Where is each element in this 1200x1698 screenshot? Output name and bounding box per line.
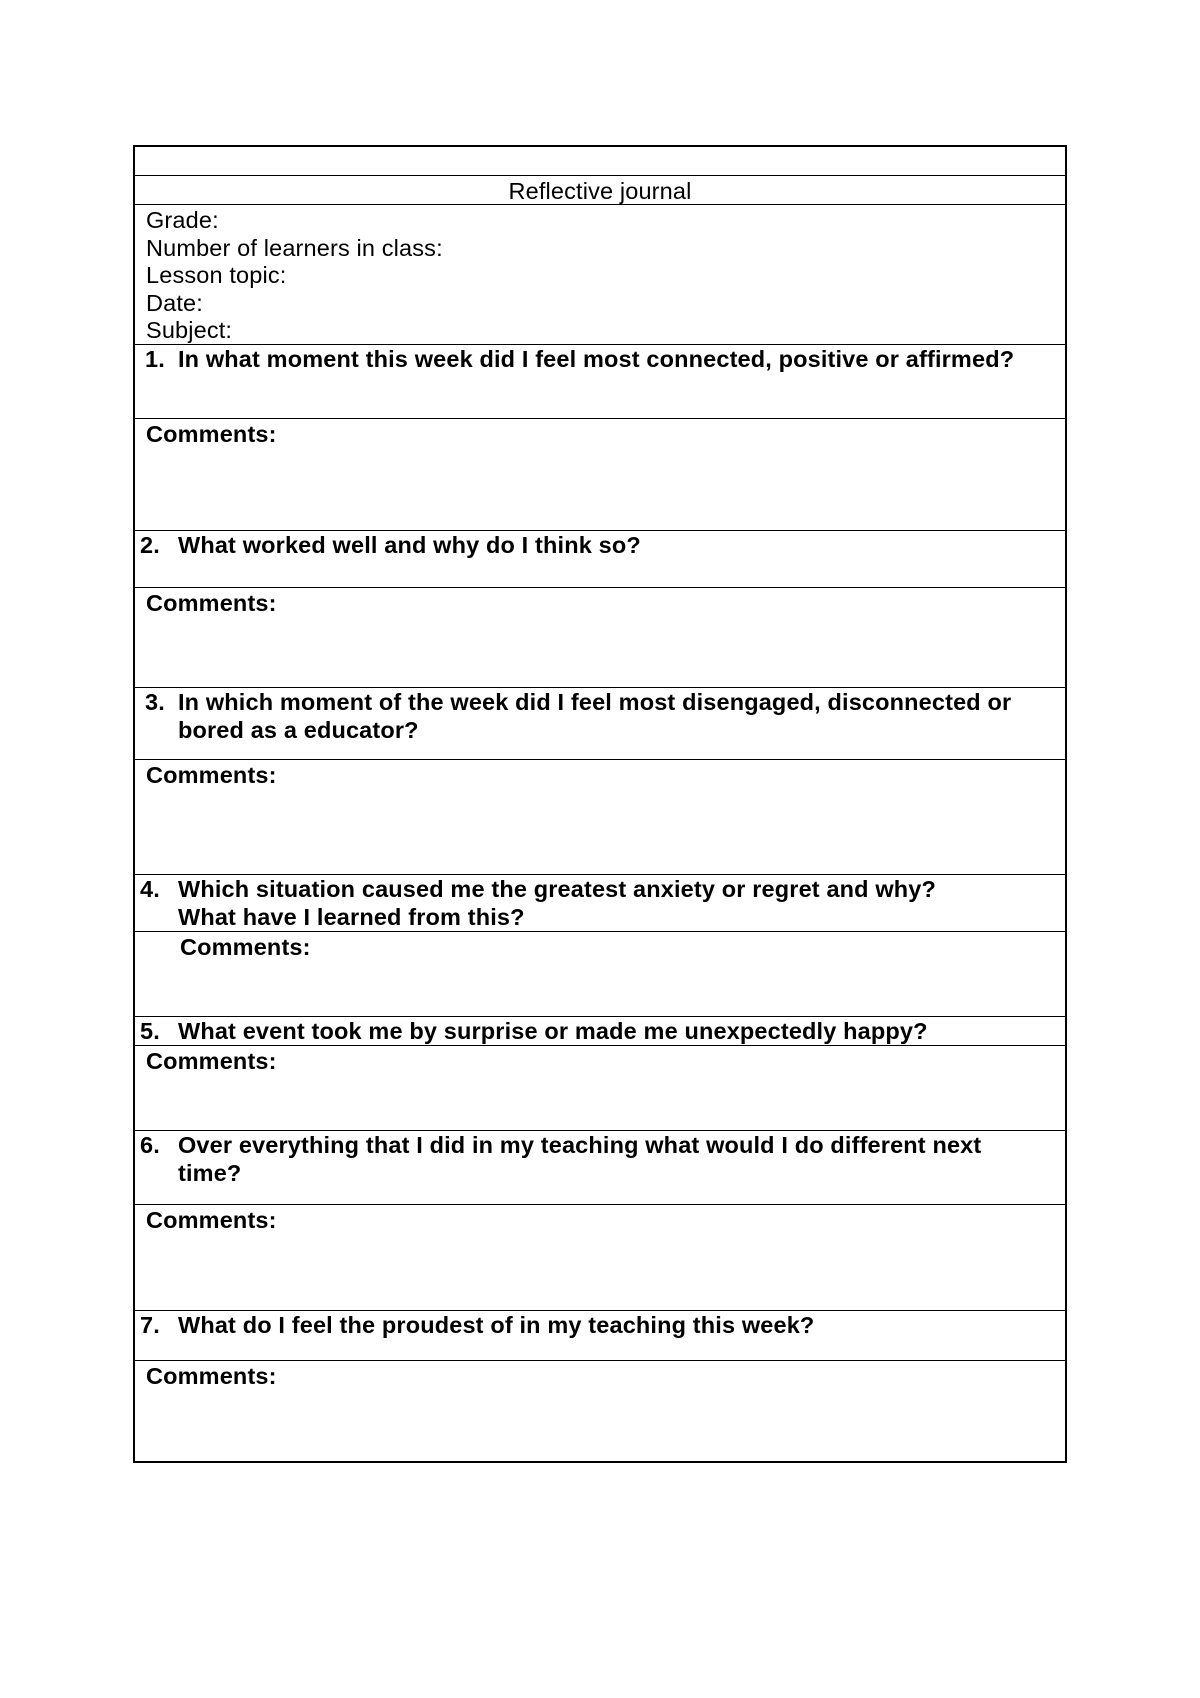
- journal-title: Reflective journal: [135, 175, 1065, 204]
- question-5-row: [135, 1016, 1065, 1045]
- question-4-comments[interactable]: [135, 931, 1065, 1016]
- question-4-followup-text: What have I learned from this?: [178, 903, 525, 930]
- reflective-journal-table: [133, 145, 1067, 1463]
- comments-label: Comments:: [146, 1048, 277, 1074]
- question-1-comments[interactable]: [135, 418, 1065, 530]
- question-7-row: [135, 1310, 1065, 1360]
- question-2-text: What worked well and why do I think so?: [178, 532, 641, 558]
- lesson-topic-field[interactable]: Lesson topic:: [146, 262, 287, 288]
- comments-label: Comments:: [146, 590, 277, 616]
- question-2-number: 2.: [140, 532, 160, 558]
- question-6-text: Over everything that I did in my teaching what would I do different next time?: [178, 1132, 982, 1186]
- comments-label: Comments:: [146, 762, 277, 788]
- comments-label: Comments:: [146, 1363, 277, 1389]
- question-5-text: What event took me by surprise or made me unexpectedly happy?: [178, 1018, 928, 1044]
- question-4-text: Which situation caused me the greatest anxiety or regret and why?: [178, 876, 937, 902]
- blank-header-row: [135, 147, 1065, 175]
- question-6-comments[interactable]: [135, 1204, 1065, 1310]
- question-3-number: 3.: [145, 689, 165, 715]
- grade-field[interactable]: Grade:: [146, 207, 219, 233]
- comments-label: Comments:: [180, 934, 311, 960]
- question-2-row: [135, 530, 1065, 587]
- question-6-number: 6.: [140, 1132, 160, 1158]
- question-3-row: [135, 687, 1065, 759]
- question-1-text: In what moment this week did I feel most connected, positive or affirmed?: [178, 346, 1015, 372]
- lesson-info-block: [135, 204, 1065, 344]
- question-5-comments[interactable]: [135, 1045, 1065, 1130]
- question-6-row: [135, 1130, 1065, 1204]
- comments-label: Comments:: [146, 421, 277, 447]
- question-2-comments[interactable]: [135, 587, 1065, 687]
- subject-field[interactable]: Subject:: [146, 317, 233, 343]
- question-5-number: 5.: [140, 1018, 160, 1044]
- question-1-number: 1.: [145, 346, 165, 372]
- learners-count-field[interactable]: Number of learners in class:: [146, 234, 443, 261]
- comments-label: Comments:: [146, 1207, 277, 1233]
- question-4-number: 4.: [140, 876, 160, 902]
- question-4-row: [135, 874, 1065, 931]
- question-3-comments[interactable]: [135, 759, 1065, 874]
- question-1-row: [135, 344, 1065, 418]
- question-3-text: In which moment of the week did I feel most disengaged, disconnected or bored as a educator?: [178, 689, 1012, 743]
- question-7-number: 7.: [140, 1312, 160, 1338]
- question-7-text: What do I feel the proudest of in my teaching this week?: [178, 1312, 815, 1338]
- question-7-comments[interactable]: [135, 1360, 1065, 1461]
- date-field[interactable]: Date:: [146, 289, 203, 316]
